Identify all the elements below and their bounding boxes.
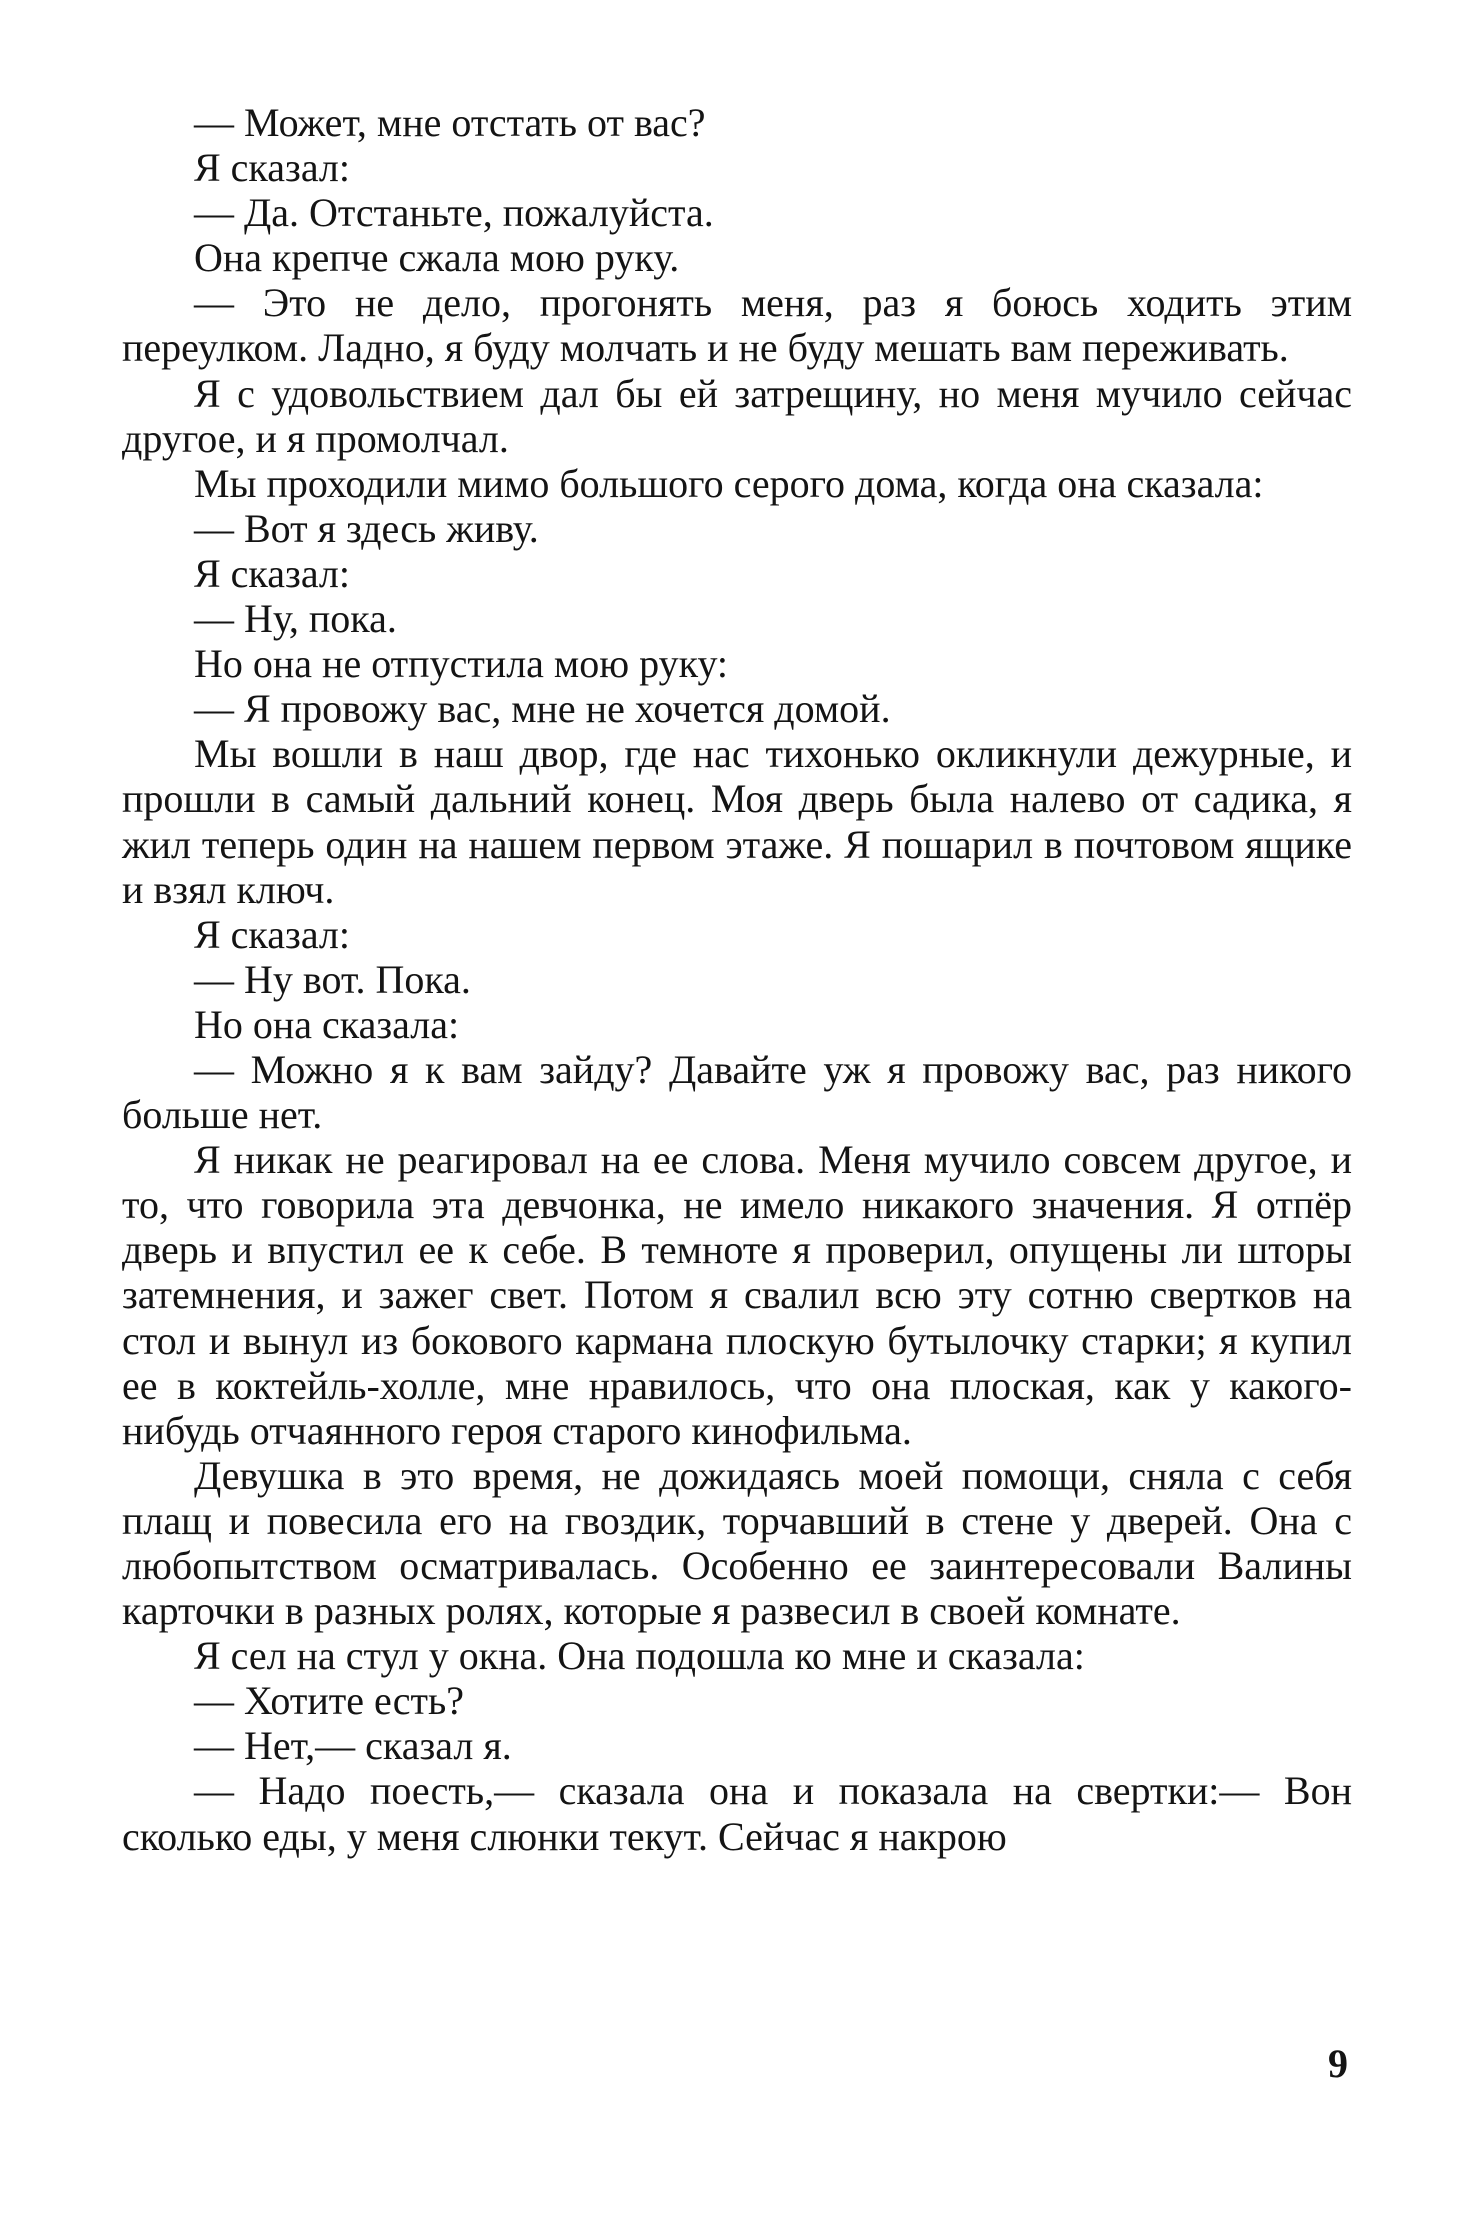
paragraph: Я сел на стул у окна. Она подошла ко мне и сказала: bbox=[194, 1633, 1085, 1679]
paragraph: Я никак не реагировал на ее слова. Меня мучило совсем другое, и то, что говорила эта девчонка, не имело никакого значения. Я отпёр дверь и впустил ее к себе. В темноте я проверил, опущены ли шторы затемнения, и зажег свет. Потом я свалил всю эту сотню свертков на стол и вынул из бокового кармана плоскую бутылочку старки; я купил ее в коктейль-холле, мне нравилось, что она плоская, как у какого-нибудь отчаянного героя старого кинофильма. bbox=[122, 1137, 1352, 1453]
paragraph: — Можно я к вам зайду? Давайте уж я провожу вас, раз никого больше нет. bbox=[122, 1046, 1352, 1138]
paragraph: — Может, мне отстать от вас? bbox=[194, 100, 706, 145]
paragraph: Девушка в это время, не дожидаясь моей помощи, сняла с себя плащ и повесила его на гвоздик, торчавший в стене у дверей. Она с любопытством осматривалась. Особенно ее заинтересовали Валины карточки в разных ролях, которые я развесил в своей комнате. bbox=[122, 1452, 1352, 1634]
paragraph: — Надо поесть,— сказала она и показала на свертки:— Вон сколько еды, у меня слюнки текут. Сейчас я накрою bbox=[122, 1768, 1352, 1859]
paragraph: — Это не дело, прогонять меня, раз я боюсь ходить этим переулком. Ладно, я буду молчать и не буду мешать вам переживать. bbox=[122, 280, 1352, 371]
paragraph: Я сказал: bbox=[194, 911, 350, 957]
paragraph: — Да. Отстаньте, пожалуйста. bbox=[194, 190, 714, 236]
paragraph: — Нет,— сказал я. bbox=[194, 1723, 512, 1769]
paragraph: Мы вошли в наш двор, где нас тихонько окликнули дежурные, и прошли в самый дальний конец. Моя дверь была налево от садика, я жил теперь один на нашем первом этаже. Я пошарил в почтовом ящике и взял ключ. bbox=[122, 731, 1352, 912]
paragraph: Я сказал: bbox=[194, 550, 350, 596]
paragraph: Она крепче сжала мою руку. bbox=[194, 235, 680, 281]
paragraph: Я с удовольствием дал бы ей затрещину, но меня мучило сейчас другое, и я промолчал. bbox=[122, 370, 1352, 461]
page-number: 9 bbox=[1328, 2041, 1348, 2086]
paragraph: — Хотите есть? bbox=[194, 1678, 464, 1724]
paragraph: — Вот я здесь живу. bbox=[194, 505, 539, 551]
paragraph: — Ну, пока. bbox=[194, 596, 397, 642]
paragraph: — Я провожу вас, мне не хочется домой. bbox=[194, 686, 891, 732]
paragraph: Мы проходили мимо большого серого дома, когда она сказала: bbox=[194, 460, 1264, 506]
paragraph: Но она сказала: bbox=[194, 1001, 460, 1047]
paragraph: — Ну вот. Пока. bbox=[194, 956, 471, 1002]
paragraph: Я сказал: bbox=[194, 145, 350, 191]
paragraph: Но она не отпустила мою руку: bbox=[194, 641, 729, 687]
page-body bbox=[122, 100, 1352, 1859]
